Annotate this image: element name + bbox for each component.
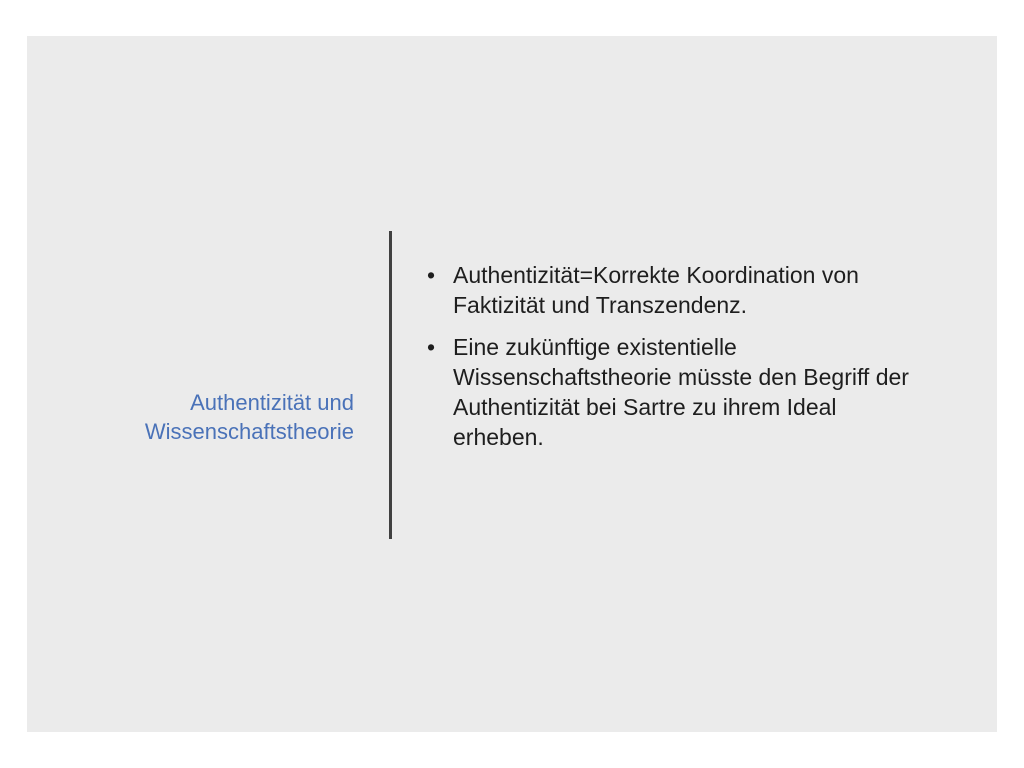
bullet-text: Eine zukünftige existentielle Wissenschaftstheorie müsste den Begriff der Authentizität bei Sartre zu ihrem Ideal erheben. [453, 334, 909, 450]
bullet-item [427, 332, 927, 452]
vertical-divider [389, 231, 392, 539]
bullet-icon: • [427, 262, 436, 288]
bullet-item [427, 260, 927, 320]
slide-title: Authentizität und Wissenschaftstheorie [144, 390, 354, 444]
bullet-icon: • [427, 334, 436, 360]
bullet-text: Authentizität=Korrekte Koordination von Faktizität und Transzendenz. [453, 262, 859, 318]
bullet-list [427, 260, 927, 464]
slide [27, 36, 997, 732]
